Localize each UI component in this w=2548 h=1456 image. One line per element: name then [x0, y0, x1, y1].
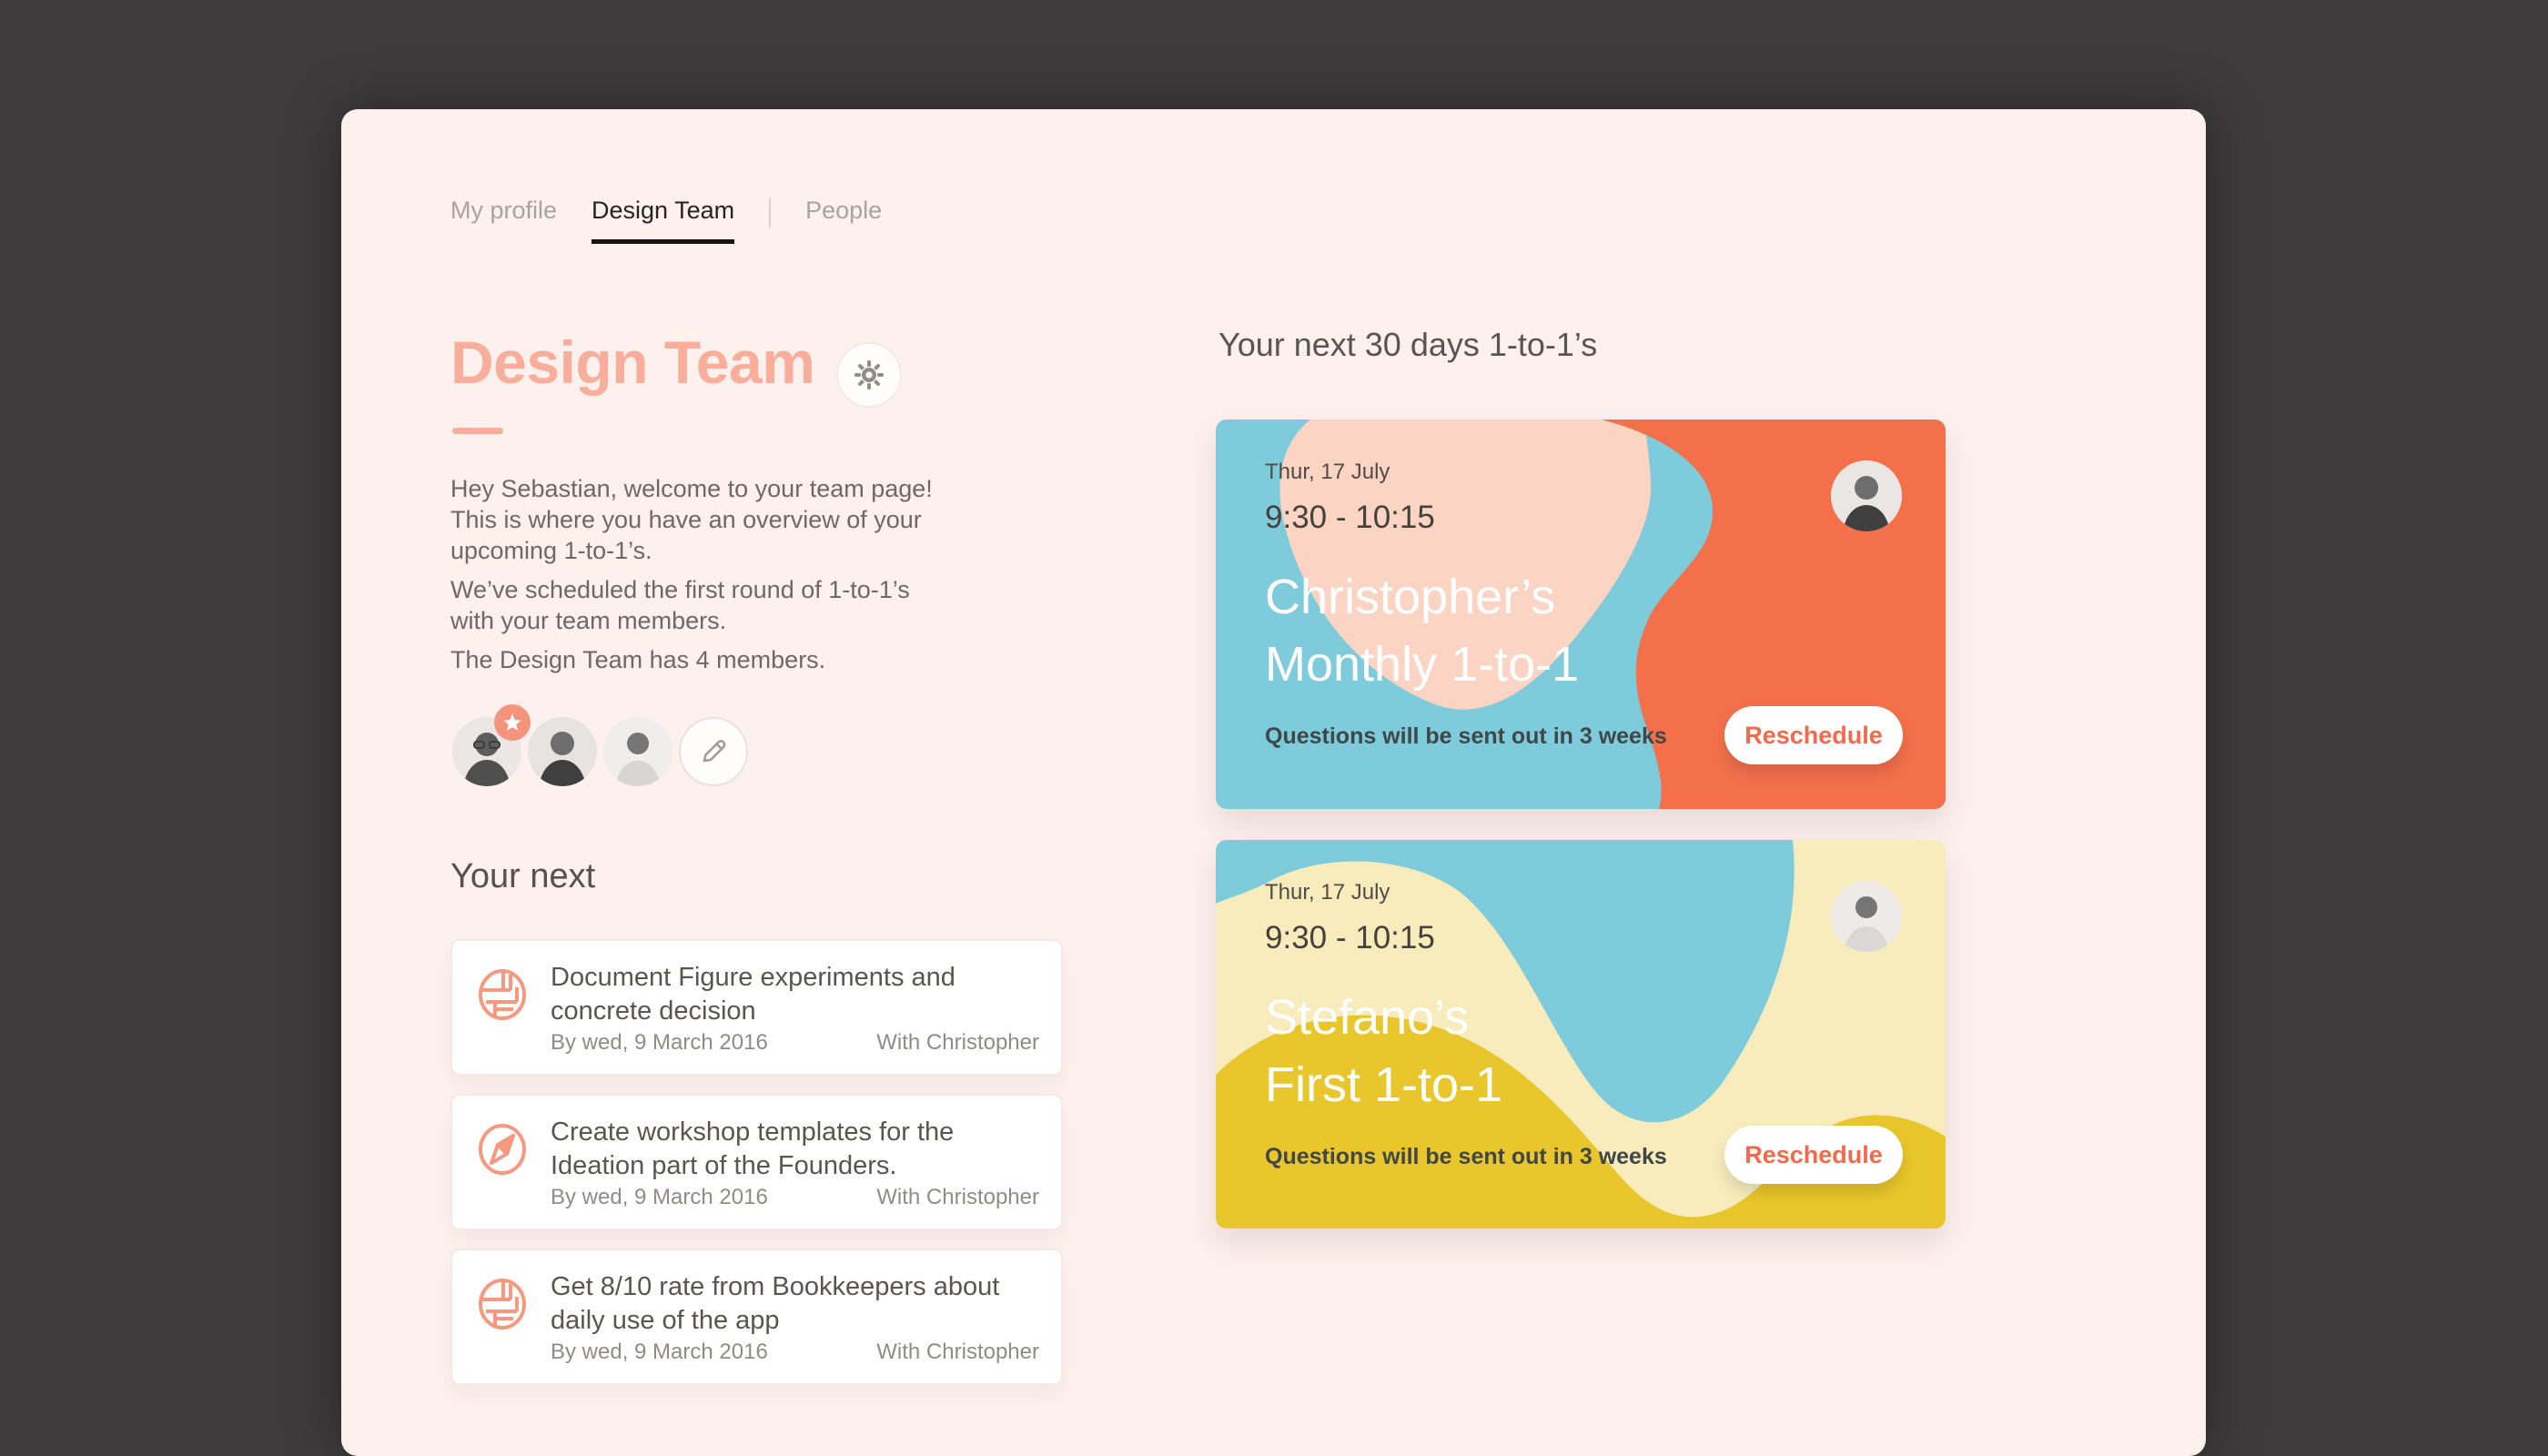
main-panel — [341, 109, 2206, 1456]
pencil-icon — [698, 736, 729, 767]
person-photo-icon — [528, 717, 597, 786]
member-avatar-1-wrap — [452, 717, 521, 786]
meeting-note: Questions will be sent out in 3 weeks — [1265, 1144, 1667, 1169]
gear-icon — [854, 359, 885, 390]
person-photo-icon — [1831, 460, 1902, 531]
meeting-title-line2: First 1-to-1 — [1265, 1057, 1503, 1112]
edit-members-button[interactable] — [679, 717, 748, 786]
meeting-date: Thur, 17 July — [1265, 460, 1390, 484]
task-card-1[interactable] — [450, 939, 1063, 1076]
welcome-paragraph-3: The Design Team has 4 members. — [450, 646, 826, 673]
meeting-title-line2: Monthly 1-to-1 — [1265, 637, 1580, 692]
task-meta — [551, 1030, 1039, 1056]
meeting-time: 9:30 - 10:15 — [1265, 500, 1435, 535]
task-card-2[interactable] — [450, 1094, 1063, 1230]
compass-icon — [472, 1119, 532, 1179]
meeting-card-stefano — [1216, 840, 1946, 1228]
task-with-person: With Christopher — [876, 1030, 1039, 1055]
title-underline-dash — [452, 428, 503, 434]
sphere-pattern-icon — [472, 965, 532, 1025]
task-meta — [551, 1185, 1039, 1210]
task-with-person: With Christopher — [876, 1340, 1039, 1364]
sphere-pattern-icon — [472, 1274, 532, 1334]
task-with-person: With Christopher — [876, 1185, 1039, 1209]
meeting-person-avatar — [1831, 460, 1902, 531]
reschedule-button[interactable]: Reschedule — [1724, 1126, 1903, 1184]
person-photo-icon — [1831, 881, 1902, 952]
task-due-date: By wed, 9 March 2016 — [551, 1030, 768, 1055]
meetings-heading: Your next 30 days 1-to-1’s — [1218, 326, 1598, 363]
reschedule-button[interactable]: Reschedule — [1724, 706, 1903, 764]
welcome-text — [450, 473, 960, 675]
star-icon — [502, 713, 522, 733]
member-avatar-3[interactable] — [603, 717, 672, 786]
meeting-time: 9:30 - 10:15 — [1265, 920, 1435, 956]
tab-design-team[interactable]: Design Team — [592, 197, 734, 244]
team-lead-badge — [494, 704, 531, 741]
tab-divider — [769, 198, 771, 228]
tab-my-profile[interactable]: My profile — [450, 197, 558, 224]
meeting-person-avatar — [1831, 881, 1902, 952]
meeting-title-line1: Stefano’s — [1265, 990, 1470, 1045]
task-title: Document Figure experiments and concrete decision — [551, 963, 956, 1026]
member-avatar-2-wrap — [528, 717, 597, 786]
your-next-heading: Your next — [450, 857, 596, 895]
tab-people[interactable]: People — [805, 197, 883, 224]
edit-members-wrap — [679, 717, 748, 786]
welcome-paragraph-1: Hey Sebastian, welcome to your team page! This is where you have an overview of your upcoming 1-to-1’s. — [450, 475, 933, 564]
task-title: Create workshop templates for the Ideation part of the Founders. — [551, 1117, 955, 1180]
task-due-date: By wed, 9 March 2016 — [551, 1185, 768, 1209]
page-title: Design Team — [450, 329, 815, 396]
task-meta — [551, 1340, 1039, 1365]
top-tabs — [450, 197, 882, 244]
task-card-3[interactable] — [450, 1249, 1063, 1385]
meeting-note: Questions will be sent out in 3 weeks — [1265, 723, 1667, 749]
team-settings-button[interactable] — [836, 342, 902, 408]
member-avatar-2[interactable] — [528, 717, 597, 786]
meeting-date: Thur, 17 July — [1265, 880, 1390, 905]
task-due-date: By wed, 9 March 2016 — [551, 1340, 768, 1364]
meeting-title — [1265, 563, 1579, 698]
person-photo-icon — [603, 717, 672, 786]
team-members-row — [452, 717, 754, 786]
task-title: Get 8/10 rate from Bookkeepers about daily use of the app — [551, 1272, 1000, 1335]
meeting-title-line1: Christopher’s — [1265, 570, 1556, 624]
member-avatar-3-wrap — [603, 717, 672, 786]
meeting-title — [1265, 984, 1502, 1118]
welcome-paragraph-2: We’ve scheduled the first round of 1-to-1’s with your team members. — [450, 576, 910, 634]
meeting-card-christopher — [1216, 420, 1946, 809]
